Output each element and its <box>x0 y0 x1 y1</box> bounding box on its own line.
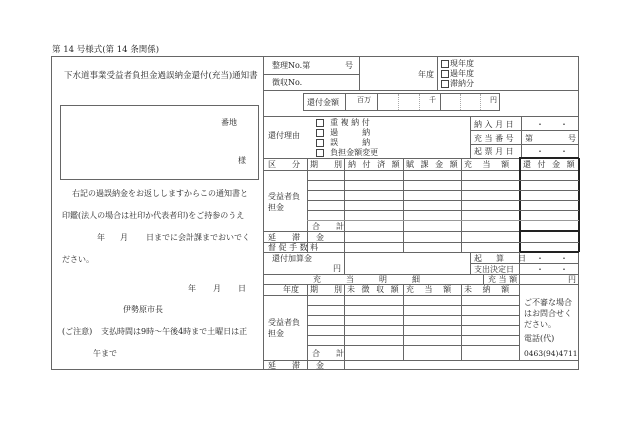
body-month: 月 <box>120 233 128 242</box>
t1-subtotal-label: 合 計 <box>312 222 344 231</box>
voucher-date-value[interactable]: ・ ・ <box>536 147 568 156</box>
checkbox-icon[interactable] <box>441 80 449 88</box>
calc-date-value[interactable]: ・ ・ <box>536 254 568 263</box>
t1-dunning-label: 督 促 手 数 料 <box>268 243 319 252</box>
body-line-4: ださい。 <box>62 255 94 264</box>
contact-phone: 0463(94)4711 <box>524 349 578 358</box>
banchi-label: 番地 <box>221 118 237 127</box>
t1-late-fee-label: 延 滞 金 <box>268 233 324 242</box>
notice-text-1: 支払時間は9時～午後4時まで土曜日は正 <box>101 327 248 336</box>
calc-date-label: 起 算 日 <box>474 254 529 263</box>
notice-text-2: 午まで <box>93 349 117 358</box>
t1-header-kibetsu: 期 別 <box>310 160 342 169</box>
reason-mispaid[interactable]: 誤 納 <box>316 138 370 148</box>
checkbox-icon[interactable] <box>316 149 324 157</box>
date-month: 月 <box>213 284 221 293</box>
allocation-detail-label: 充 当 明 細 <box>313 275 423 284</box>
t2-header-uncollected: 未 徴 収 額 <box>347 285 401 294</box>
reason-duplicate[interactable]: 重 複 納 付 <box>316 118 370 128</box>
allocation-amount-unit: 円 <box>568 275 576 284</box>
refund-addition-unit: 円 <box>333 264 341 273</box>
t2-header-unpaid: 未 納 額 <box>464 285 510 294</box>
body-line-1: 右記の過誤納金をお返ししますからこの通知書と <box>72 189 248 198</box>
sama-label: 様 <box>238 156 246 165</box>
allocation-no-label: 充 当 番 号 <box>474 134 514 143</box>
checkbox-icon[interactable] <box>316 139 324 147</box>
body-line-3: 日までに会計課までおいでく <box>146 233 250 242</box>
checkbox-icon[interactable] <box>316 129 324 137</box>
unit-thousand: 千 <box>429 96 436 104</box>
payment-decision-value[interactable]: ・ ・ <box>536 265 568 274</box>
voucher-date-label: 起 票 月 日 <box>474 147 514 156</box>
contact-line-2: はお問合せく <box>524 309 572 318</box>
checkbox-icon[interactable] <box>441 60 449 68</box>
payment-date-value[interactable]: ・ ・ <box>536 120 568 129</box>
form-title: 下水道事業受益者負担金過誤納金還付(充当)通知書 <box>64 71 258 81</box>
t2-subtotal-label: 合 計 <box>312 349 344 358</box>
reason-overpaid[interactable]: 過 納 <box>316 128 370 138</box>
form-number: 第 14 号様式(第 14 条関係) <box>52 45 160 55</box>
mayor-label: 伊勢原市長 <box>123 305 163 314</box>
year-option-current[interactable]: 現年度 <box>441 59 474 69</box>
t2-header-nendo: 年度 <box>283 285 299 294</box>
year-option-arrears[interactable]: 滞納分 <box>441 79 474 89</box>
contact-line-3: ださい。 <box>524 320 556 329</box>
contact-line-1: ご不審な場合 <box>524 298 572 307</box>
notice-label: (ご注意) <box>62 327 93 336</box>
payment-date-label: 納 入 月 日 <box>474 120 514 129</box>
t1-header-paid: 納 付 済 額 <box>348 160 402 169</box>
nendo-label: 年度 <box>418 70 434 79</box>
checkbox-icon[interactable] <box>316 119 324 127</box>
t1-header-refund: 還 付 金 額 <box>523 160 577 169</box>
refund-addition-label: 還付加算金 <box>272 254 312 263</box>
date-year: 年 <box>188 284 196 293</box>
t2-header-kibetsu: 期 別 <box>310 285 342 294</box>
t2-late-fee-label: 延 滞 金 <box>268 361 324 370</box>
unit-yen: 円 <box>490 96 497 104</box>
reason-label: 還付理由 <box>268 131 300 140</box>
allocation-amount-label: 充 当 額 <box>488 275 518 284</box>
payment-decision-label: 支出決定日 <box>474 265 514 274</box>
allocation-no-suffix: 号 <box>568 134 576 143</box>
contact-phone-label: 電話(代) <box>524 334 555 343</box>
seiri-no-label: 整理No.第 <box>272 61 311 70</box>
t1-header-kubun: 区 分 <box>268 160 300 169</box>
allocation-no-prefix: 第 <box>525 134 533 143</box>
choshu-no-label: 徴収No. <box>272 78 303 87</box>
date-day: 日 <box>238 284 246 293</box>
refund-amount-label: 還付金額 <box>307 98 339 107</box>
seiri-go-label: 号 <box>345 61 353 70</box>
t2-header-allocated: 充 当 額 <box>406 285 452 294</box>
reason-change[interactable]: 負担金額変更 <box>316 148 378 158</box>
address-box[interactable] <box>60 105 259 180</box>
year-option-past[interactable]: 過年度 <box>441 69 474 79</box>
body-line-2: 印鑑(法人の場合は社印か代表者印)をご持参のうえ <box>62 211 245 220</box>
unit-million: 百万 <box>357 96 371 104</box>
t1-group-label: 受益者負担金 <box>268 192 300 212</box>
t1-header-assessed: 賦 課 金 額 <box>406 160 460 169</box>
checkbox-icon[interactable] <box>441 70 449 78</box>
body-year: 年 <box>97 233 105 242</box>
t2-group-label: 受益者負担金 <box>268 318 300 338</box>
t1-header-allocated: 充 当 額 <box>464 160 510 169</box>
panel-divider <box>263 56 264 370</box>
